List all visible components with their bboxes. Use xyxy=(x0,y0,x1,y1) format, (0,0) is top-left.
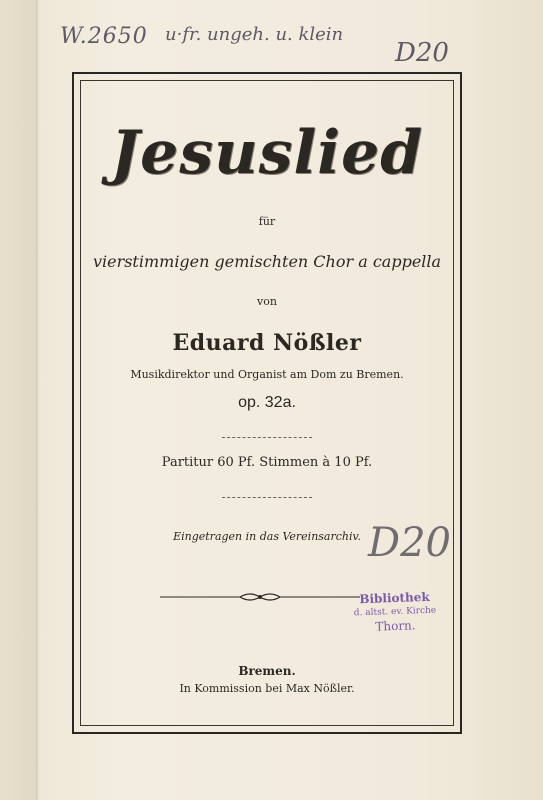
pencil-code-margin: D20 xyxy=(368,520,451,566)
pencil-shelfmark: W.2650 xyxy=(60,24,148,49)
by-label: von xyxy=(257,295,277,308)
page-title: Jesuslied xyxy=(110,118,424,188)
library-stamp xyxy=(335,588,454,637)
publisher-city: Bremen. xyxy=(238,664,296,678)
publisher-line: In Kommission bei Max Nößler. xyxy=(179,682,355,695)
registration-note: Eingetragen in das Vereinsarchiv. xyxy=(173,530,361,543)
subtitle: vierstimmigen gemischten Chor a cappella xyxy=(92,252,442,271)
opus-number: op. 32a. xyxy=(238,394,296,411)
ornament-rule xyxy=(160,591,360,603)
composer-name: Eduard Nößler xyxy=(172,330,362,356)
stamp-line-1: Bibliothek xyxy=(359,589,430,607)
stamp-line-3: Thorn. xyxy=(375,618,416,635)
divider-2 xyxy=(222,497,312,498)
pencil-note: u·fr. ungeh. u. klein xyxy=(165,24,344,45)
pencil-code-top: D20 xyxy=(395,38,449,68)
price-line: Partitur 60 Pf. Stimmen à 10 Pf. xyxy=(161,455,373,470)
composer-role: Musikdirektor und Organist am Dom zu Bremen. xyxy=(130,368,404,381)
stamp-line-2: d. altst. ev. Kirche xyxy=(353,605,437,619)
for-label: für xyxy=(258,215,276,228)
divider-1 xyxy=(222,437,312,438)
binding-fold xyxy=(36,0,39,800)
